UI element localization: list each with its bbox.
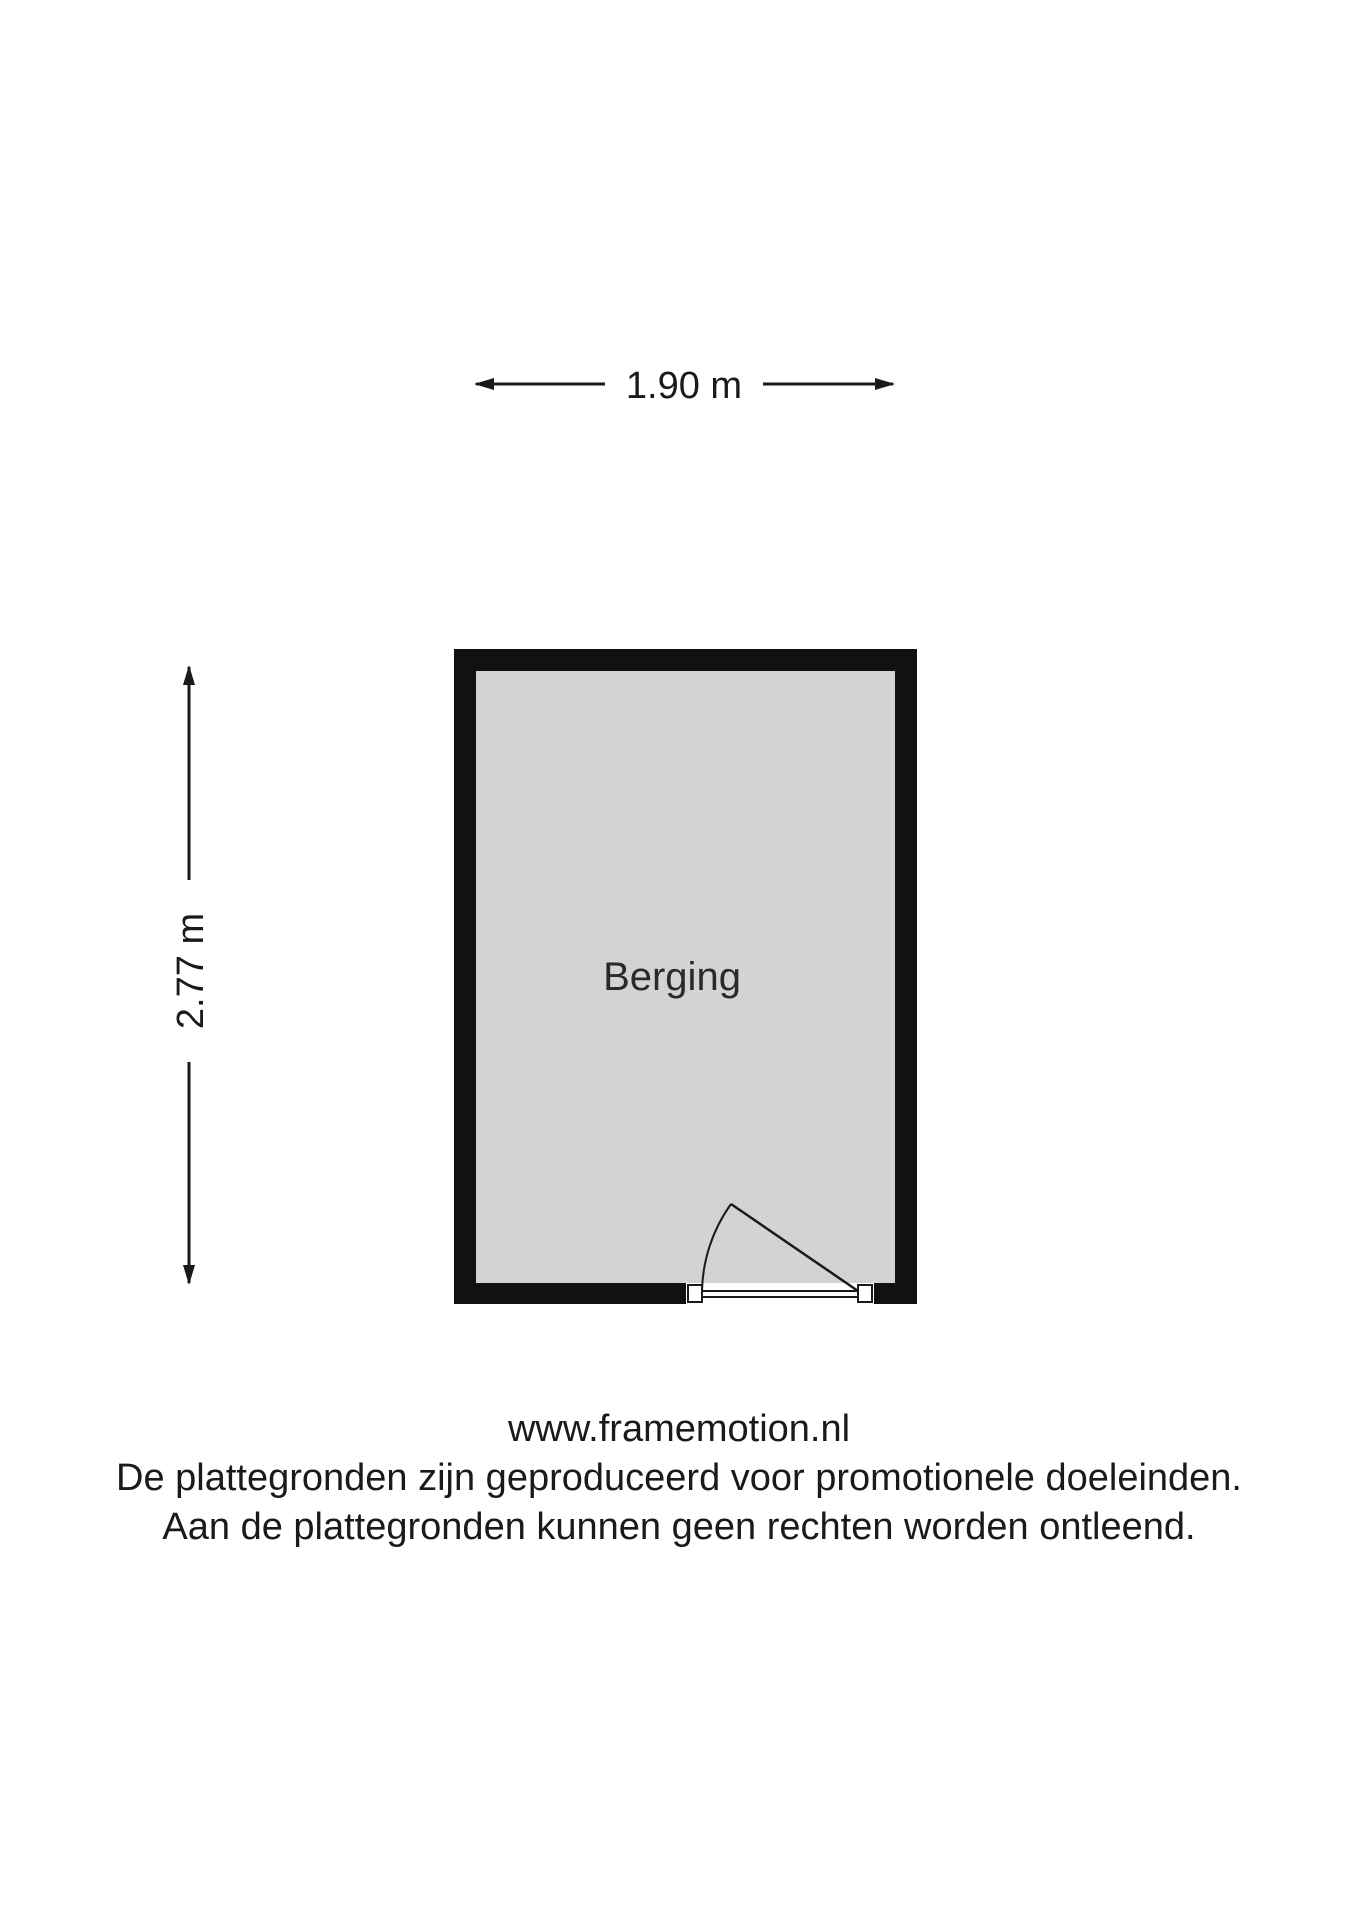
height-dimension [170,667,212,1283]
footer-disclaimer-line1: De plattegronden zijn geproduceerd voor promotionele doeleinden. [116,1457,1242,1499]
door-opening [686,1283,874,1304]
width-label: 1.90 m [625,365,743,407]
footer [0,1405,1358,1552]
width-dimension [476,365,893,407]
room-berging [454,649,917,1304]
footer-url: www.framemotion.nl [507,1408,851,1450]
room-label: Berging [603,955,741,999]
height-label: 2.77 m [170,912,212,1030]
footer-disclaimer-line2: Aan de plattegronden kunnen geen rechten worden ontleend. [162,1506,1196,1548]
